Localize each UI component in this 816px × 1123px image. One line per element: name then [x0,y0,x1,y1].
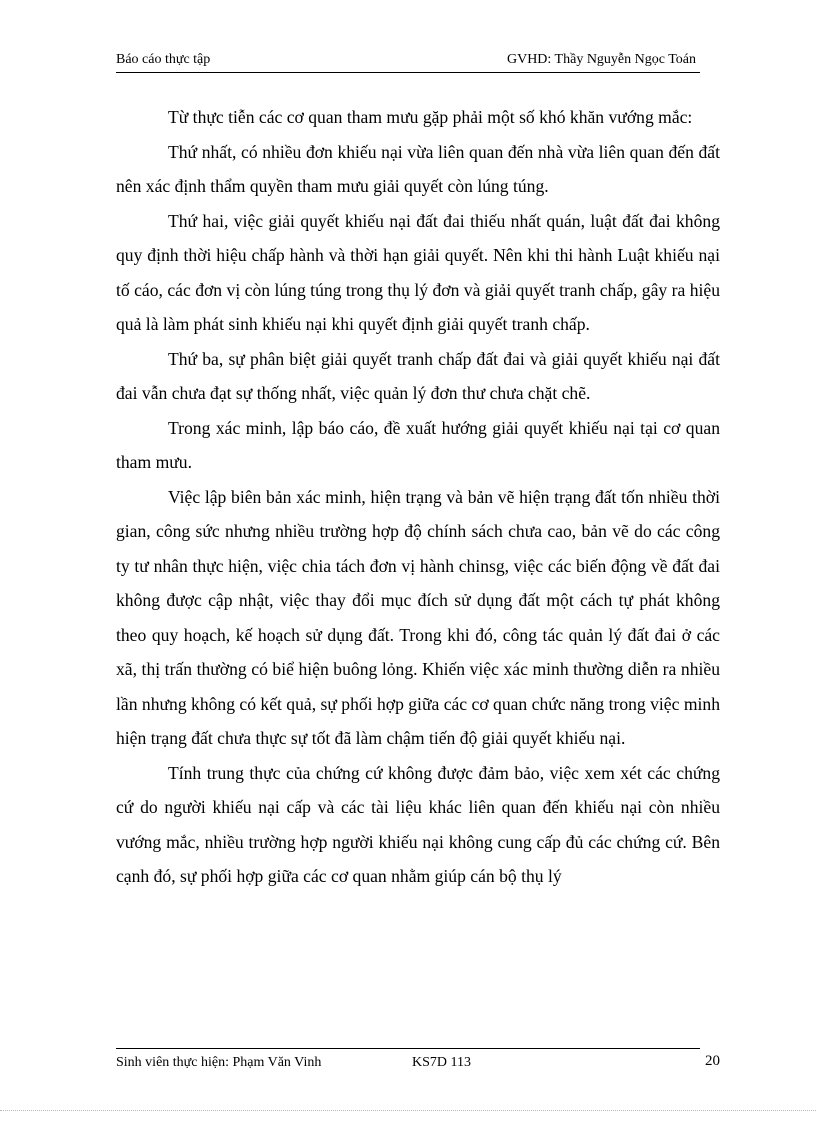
page-number: 20 [705,1053,720,1069]
footer-student: Sinh viên thực hiện: Phạm Văn Vinh [116,1055,322,1070]
footer-divider [116,1048,700,1049]
header-report-title: Báo cáo thực tập [116,52,211,67]
header-supervisor: GVHD: Thầy Nguyễn Ngọc Toán [506,52,696,67]
header-divider [116,72,700,73]
paragraph: Việc lập biên bản xác minh, hiện trạng và bản vẽ hiện trạng đất tốn nhiều thời gian, công sức nhưng nhiều trường hợp độ chính sách chưa cao, bản vẽ do các công ty tư nhân thực hiện, việc chia tách đơn vị hành chinsg, việc các biến động về đất đai không được cập nhật, việc thay đổi mục đích sử dụng đất một cách tự phát không theo quy hoạch, kế hoạch sử dụng đất. Trong khi đó, công tác quản lý đất đai ở các xã, thị trấn thường có biể hiện buông lỏng. Khiến việc xác minh thường diễn ra nhiều lần nhưng không có kết quả, sự phối hợp giữa các cơ quan chức năng trong việc minh hiện trạng đất chưa thực sự tốt đã làm chậm tiến độ giải quyết khiếu nại. [116,486,720,748]
page-header [116,50,700,70]
page-footer [116,1052,720,1074]
body-text [116,100,720,894]
paragraph: Thứ hai, việc giải quyết khiếu nại đất đai thiếu nhất quán, luật đất đai không quy định thời hiệu chấp hành và thời hạn giải quyết. Nên khi thi hành Luật khiếu nại tố cáo, các đơn vị còn lúng túng trong thụ lý đơn và giải quyết tranh chấp, gây ra hiệu quả là làm phát sinh khiếu nại khi quyết định giải quyết tranh chấp. [116,210,720,334]
paragraph: Tính trung thực của chứng cứ không được đảm bảo, việc xem xét các chứng cứ do người khiếu nại cấp và các tài liệu khác liên quan đến khiếu nại còn nhiều vướng mắc, nhiều trường hợp người khiếu nại không cung cấp đủ các chứng cứ. Bên cạnh đó, sự phối hợp giữa các cơ quan nhằm giúp cán bộ thụ lý [116,762,720,886]
paragraph: Thứ nhất, có nhiều đơn khiếu nại vừa liên quan đến nhà vừa liên quan đến đất nên xác định thẩm quyền tham mưu giải quyết còn lúng túng. [116,141,720,196]
paragraph: Từ thực tiễn các cơ quan tham mưu gặp phải một số khó khăn vướng mắc: [168,107,693,127]
paragraph: Thứ ba, sự phân biệt giải quyết tranh chấp đất đai và giải quyết khiếu nại đất đai vẫn chưa đạt sự thống nhất, việc quản lý đơn thư chưa chặt chẽ. [116,348,720,403]
footer-class-code: KS7D 113 [412,1055,471,1070]
page-break-line [0,1110,816,1111]
paragraph: Trong xác minh, lập báo cáo, đề xuất hướng giải quyết khiếu nại tại cơ quan tham mưu. [116,417,720,472]
